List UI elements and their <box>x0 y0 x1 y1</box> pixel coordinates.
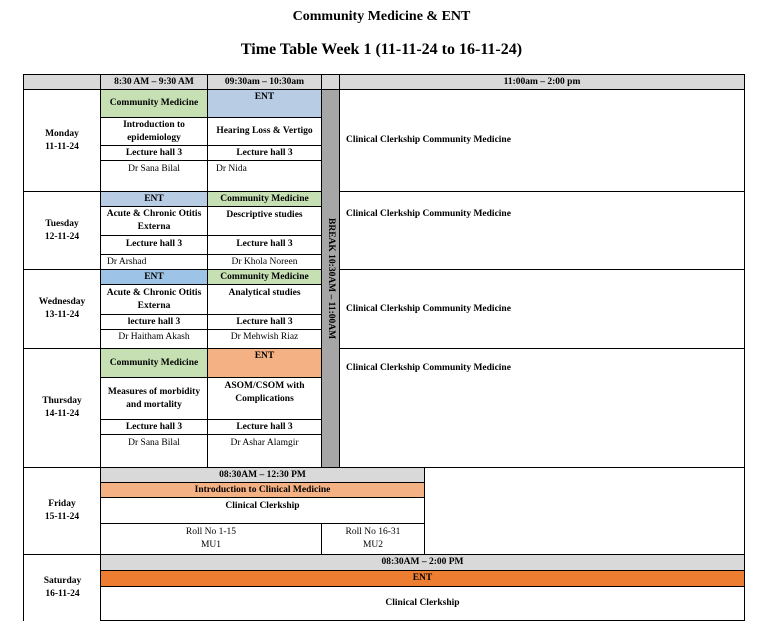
wed-s2-venue: Lecture hall 3 <box>207 314 322 330</box>
day-tuesday: Tuesday 12-11-24 <box>23 191 101 270</box>
sat-time: 08:30AM – 2:00 PM <box>100 554 745 571</box>
tue-s1-subject: ENT <box>100 191 208 207</box>
header-slot1: 8:30 AM – 9:30 AM <box>100 74 208 90</box>
header-break <box>321 74 340 90</box>
fri-subject: Introduction to Clinical Medicine <box>100 482 425 498</box>
mon-s2-topic: Hearing Loss & Vertigo <box>207 117 322 146</box>
day-monday: Monday 11-11-24 <box>23 89 101 192</box>
header-slot2: 09:30am – 10:30am <box>207 74 322 90</box>
tue-s3: Clinical Clerkship Community Medicine <box>339 191 745 270</box>
mon-s2-teacher: Dr Nida <box>207 160 322 192</box>
wed-s1-teacher: Dr Haitham Akash <box>100 329 208 349</box>
thu-s1-teacher: Dr Sana Bilal <box>100 434 208 468</box>
mon-s3: Clinical Clerkship Community Medicine <box>339 89 745 192</box>
fri-group2: Roll No 16-31 MU2 <box>321 523 425 555</box>
tue-s1-topic: Acute & Chronic Otitis Externa <box>100 206 208 236</box>
wed-s3: Clinical Clerkship Community Medicine <box>339 269 745 349</box>
sat-subject: ENT <box>100 570 745 587</box>
wed-s2-subject: Community Medicine <box>207 269 322 285</box>
page-title: Community Medicine & ENT <box>292 9 471 24</box>
tue-s1-venue: Lecture hall 3 <box>100 235 208 255</box>
mon-s2-subject: ENT <box>207 89 322 118</box>
day-wednesday: Wednesday 13-11-24 <box>23 269 101 349</box>
thu-s2-venue: Lecture hall 3 <box>207 419 322 435</box>
mon-s2-venue: Lecture hall 3 <box>207 145 322 161</box>
tue-s1-teacher: Dr Arshad <box>100 254 208 270</box>
wed-s1-subject: ENT <box>100 269 208 285</box>
tue-s2-subject: Community Medicine <box>207 191 322 207</box>
tue-s2-topic: Descriptive studies <box>207 206 322 236</box>
break-label: BREAK 10:30AM – 11:00AM <box>325 217 336 340</box>
mon-s1-subject: Community Medicine <box>100 89 208 118</box>
header-corner <box>23 74 101 90</box>
day-friday: Friday 15-11-24 <box>23 467 101 555</box>
tue-s2-teacher: Dr Khola Noreen <box>207 254 322 270</box>
mon-s1-venue: Lecture hall 3 <box>100 145 208 161</box>
day-saturday: Saturday 16-11-24 <box>23 554 101 621</box>
thu-s1-venue: Lecture hall 3 <box>100 419 208 435</box>
thu-s2-teacher: Dr Ashar Alamgir <box>207 434 322 468</box>
sat-activity: Clinical Clerkship <box>100 586 745 621</box>
wed-s1-venue: lecture hall 3 <box>100 314 208 330</box>
tue-s2-venue: Lecture hall 3 <box>207 235 322 255</box>
fri-group1: Roll No 1-15 MU1 <box>100 523 322 555</box>
wed-s2-teacher: Dr Mehwish Riaz <box>207 329 322 349</box>
thu-s1-subject: Community Medicine <box>100 348 208 378</box>
wed-s1-topic: Acute & Chronic Otitis Externa <box>100 284 208 315</box>
mon-s1-teacher: Dr Sana Bilal <box>100 160 208 192</box>
thu-s1-topic: Measures of morbidity and mortality <box>100 377 208 420</box>
fri-time: 08:30AM – 12:30 PM <box>100 467 425 483</box>
fri-empty <box>424 467 745 555</box>
thu-s2-subject: ENT <box>207 348 322 378</box>
thu-s2-topic: ASOM/CSOM with Complications <box>207 377 322 420</box>
header-slot3: 11:00am – 2:00 pm <box>339 74 745 90</box>
fri-activity: Clinical Clerkship <box>100 497 425 524</box>
wed-s2-topic: Analytical studies <box>207 284 322 315</box>
page-subtitle: Time Table Week 1 (11-11-24 to 16-11-24) <box>240 41 523 58</box>
thu-s3: Clinical Clerkship Community Medicine <box>339 348 745 468</box>
day-thursday: Thursday 14-11-24 <box>23 348 101 468</box>
mon-s1-topic: Introduction to epidemiology <box>100 117 208 146</box>
break-column <box>321 89 340 468</box>
